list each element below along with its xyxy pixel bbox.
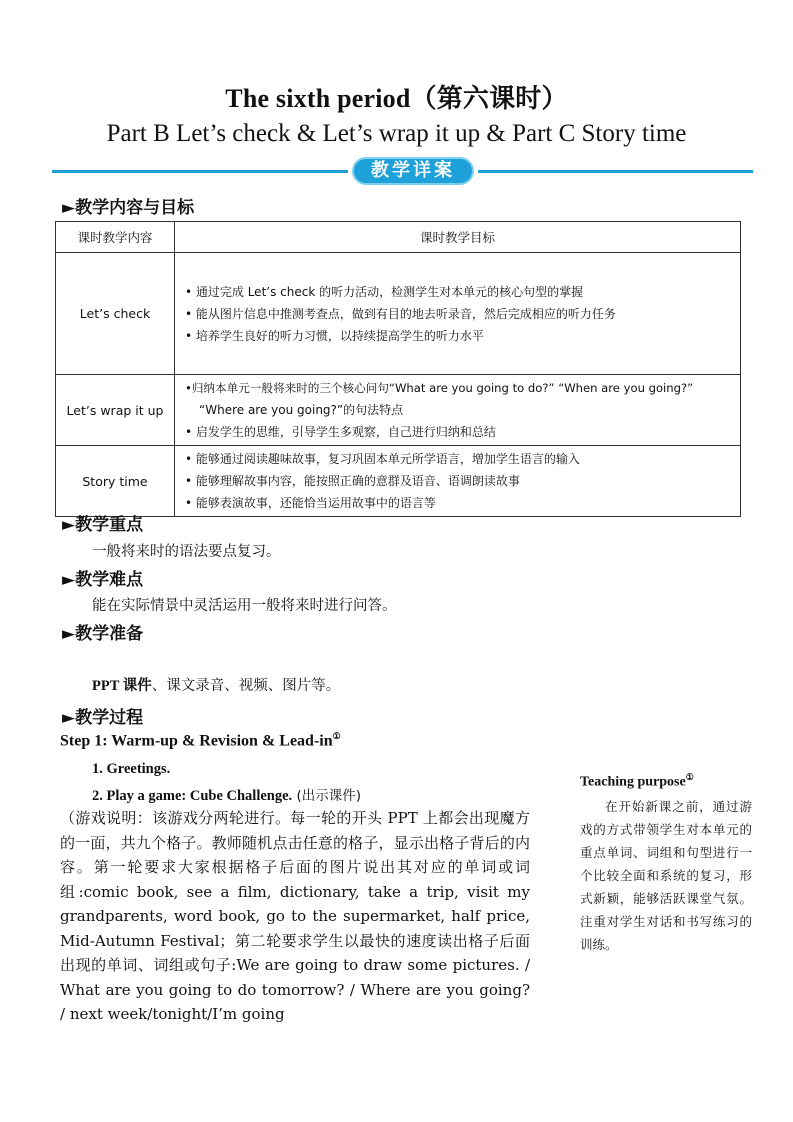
row-content-lets-check: Let’s check bbox=[56, 253, 175, 375]
teaching-purpose-box bbox=[580, 772, 752, 956]
preparation-bold: PPT 课件 bbox=[92, 678, 152, 694]
preparation-rest: 、课文录音、视频、图片等。 bbox=[151, 678, 341, 694]
page-subtitle: Part B Let’s check & Let’s wrap it up & Part C Story time bbox=[106, 120, 687, 147]
page-title: The sixth period（第六课时） bbox=[225, 84, 568, 113]
goal-item: •归纳本单元一般将来时的三个核心问句“What are you going to do?” “When are you going?” bbox=[185, 381, 694, 395]
preparation-text bbox=[92, 674, 340, 695]
table-header-goals: 课时教学目标 bbox=[175, 222, 741, 253]
key-points-text: 一般将来时的语法要点复习。 bbox=[92, 544, 281, 560]
heading-content-goals: ►教学内容与目标 bbox=[62, 198, 195, 218]
heading-process: ►教学过程 bbox=[62, 708, 144, 728]
row-goals-wrap-up bbox=[175, 375, 741, 446]
footnote-mark: ① bbox=[332, 731, 341, 741]
banner-line-left bbox=[52, 170, 348, 173]
goal-item: • 启发学生的思维，引导学生多观察，自己进行归纳和总结 bbox=[185, 425, 496, 439]
footnote-mark: ① bbox=[685, 772, 694, 782]
row-goals-lets-check bbox=[175, 253, 741, 375]
goal-item: • 能够理解故事内容，能按照正确的意群及语音、语调朗读故事 bbox=[185, 474, 520, 488]
step1-title bbox=[60, 731, 341, 750]
teaching-purpose-title bbox=[580, 772, 752, 791]
section-banner: 教学详案 bbox=[352, 157, 474, 185]
table-header-row bbox=[56, 222, 741, 253]
heading-key-points: ►教学重点 bbox=[62, 515, 144, 535]
step1-title-text: Step 1: Warm-up & Revision & Lead-in bbox=[60, 732, 333, 750]
goal-item: • 能够通过阅读趣味故事，复习巩固本单元所学语言，增加学生语言的输入 bbox=[185, 452, 580, 466]
heading-preparation: ►教学准备 bbox=[62, 624, 144, 644]
difficulties-text: 能在实际情景中灵活运用一般将来时进行问答。 bbox=[92, 598, 397, 614]
step1-item-greetings: 1. Greetings. bbox=[92, 761, 171, 777]
table-header-content: 课时教学内容 bbox=[56, 222, 175, 253]
game-description: （游戏说明：该游戏分两轮进行。每一轮的开头 PPT 上都会出现魔方的一面，共九个格子。教师随机点击任意的格子，显示出格子背后的内容。第一轮要求大家根据格子后面的图片说出其对应的单词或词组:comic book, see a film, dictionary, take a trip, visit my grandparents, word book, go to the supermarket, half price, Mid-Autumn Festival；第二轮要求学生以最快的速度读出格子后面出现的单词、词组或句子:We are going to draw some pictures. / What are you going to do tomorrow? / Where are you going? / next week/tonight/I’m going bbox=[60, 809, 530, 1023]
goal-item: • 通过完成 Let’s check 的听力活动，检测学生对本单元的核心句型的掌握 bbox=[185, 284, 584, 299]
goal-item: • 能从图片信息中推测考查点，做到有目的地去听录音，然后完成相应的听力任务 bbox=[185, 306, 616, 321]
heading-difficulties: ►教学难点 bbox=[62, 570, 144, 590]
row-goals-story-time bbox=[175, 446, 741, 517]
teaching-purpose-text: 在开始新课之前，通过游戏的方式带领学生对本单元的重点单词、词组和句型进行一个比较全面和系统的复习，形式新颖，能够活跃课堂气氛。注重对学生对话和书写练习的训练。 bbox=[580, 798, 752, 952]
row-content-wrap-up: Let’s wrap it up bbox=[56, 375, 175, 446]
step1-item-game bbox=[92, 784, 361, 805]
game-note: (出示课件) bbox=[292, 788, 361, 804]
game-label: 2. Play a game: Cube Challenge. bbox=[92, 788, 293, 804]
goal-item: • 培养学生良好的听力习惯，以持续提高学生的听力水平 bbox=[185, 328, 484, 343]
teaching-purpose-label: Teaching purpose bbox=[580, 774, 686, 790]
goals-table bbox=[55, 221, 741, 517]
goal-item: • 能够表演故事，还能恰当运用故事中的语言等 bbox=[185, 496, 436, 510]
table-row bbox=[56, 375, 741, 446]
goal-item: “Where are you going?”的句法特点 bbox=[199, 403, 404, 417]
table-row bbox=[56, 446, 741, 517]
row-content-story-time: Story time bbox=[56, 446, 175, 517]
banner-line-right bbox=[478, 170, 753, 173]
table-row bbox=[56, 253, 741, 375]
